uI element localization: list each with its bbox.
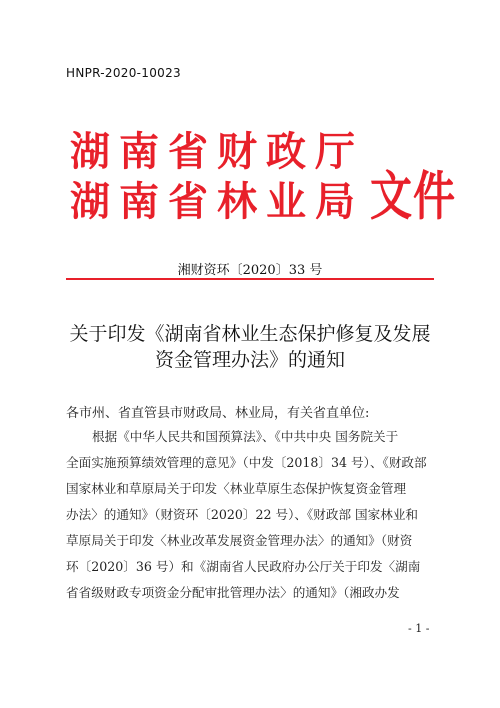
body-line-6: 环〔2020〕36 号）和《湖南省人民政府办公厅关于印发〈湖南: [66, 559, 421, 574]
salutation: 各市州、省直管县市财政局、林业局，有关省直单位:: [66, 406, 370, 421]
body-line-7: 省省级财政专项资金分配审批管理办法〉的通知》（湘政办发: [66, 585, 400, 600]
page-number: - 1 -: [408, 622, 430, 635]
body-line-5: 草原局关于印发〈林业改革发展资金管理办法〉的通知》（财资: [66, 533, 413, 548]
issuer-finance-department: 湖南省财政厅: [70, 128, 364, 175]
red-divider-line: [66, 278, 434, 280]
issuer-forestry-bureau: 湖南省林业局: [70, 178, 364, 225]
body-line-3: 国家林业和草原局关于印发〈林业草原生态保护恢复资金管理: [66, 481, 407, 496]
document-title-line-2: 资金管理办法》的通知: [154, 349, 345, 371]
issuer-document-suffix: 文件: [370, 165, 457, 227]
body-line-1: 根据《中华人民共和国预算法》、《中共中央 国务院关于: [92, 429, 399, 444]
body-line-2: 全面实施预算绩效管理的意见》（中发〔2018〕34 号）、《财政部: [66, 455, 427, 470]
body-line-4: 办法〉的通知》（财资环〔2020〕22 号）、《财政部 国家林业和: [66, 507, 419, 522]
document-code: HNPR-2020-10023: [66, 66, 181, 80]
document-title-line-1: 关于印发《湖南省林业生态保护修复及发展: [69, 323, 431, 345]
document-number: 湘财资环〔2020〕33 号: [177, 263, 323, 278]
